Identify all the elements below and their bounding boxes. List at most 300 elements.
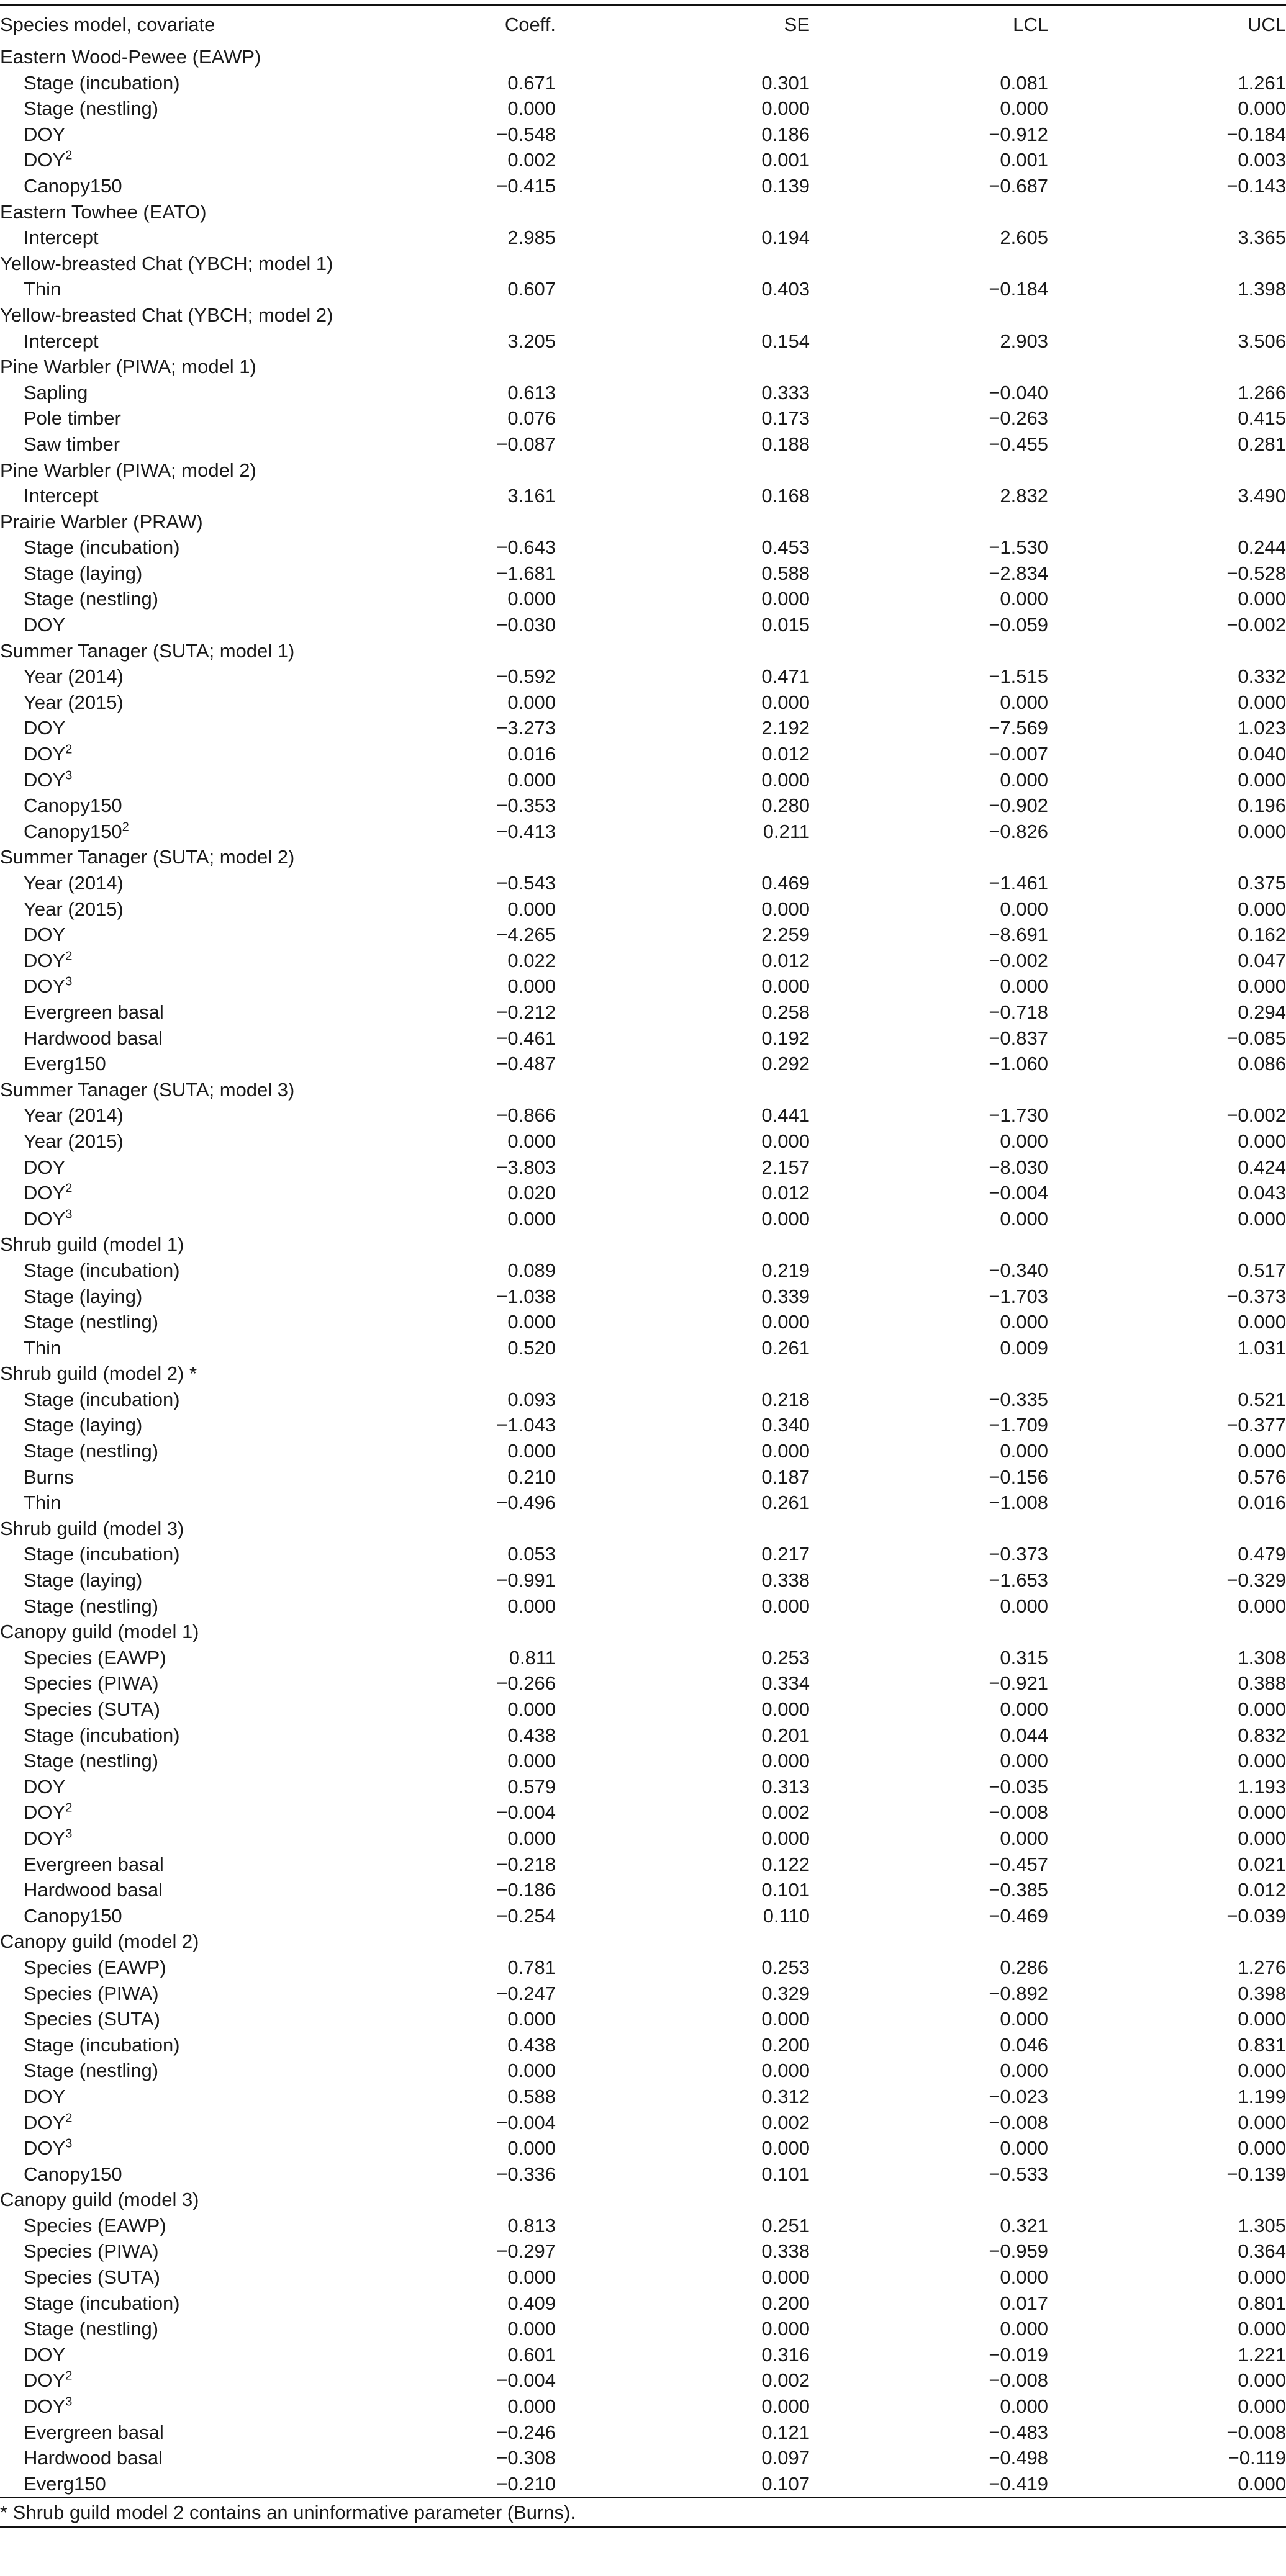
ucl-cell: 0.000: [1238, 2111, 1286, 2133]
ucl-cell: 0.000: [1238, 820, 1286, 842]
table-row: [0, 1335, 1286, 1361]
covariate-label: Species (EAWP): [24, 1956, 166, 1978]
ucl-cell: 0.517: [1238, 1259, 1286, 1281]
group-heading-row: [0, 844, 1286, 870]
table-row: [0, 1490, 1286, 1516]
ucl-cell: 0.831: [1238, 2033, 1286, 2056]
ucl-cell: 1.276: [1238, 1956, 1286, 1978]
covariate-label: Stage (nestling): [24, 1440, 159, 1462]
covariate-label: Evergreen basal: [24, 1001, 164, 1023]
covariate-cell: [0, 1981, 345, 2007]
se-cell: 0.200: [761, 2292, 810, 2314]
covariate-label: Stage (nestling): [24, 2318, 159, 2340]
covariate-label: Species (PIWA): [24, 1982, 159, 2004]
se-cell: 0.001: [761, 149, 810, 171]
covariate-cell: [0, 1723, 345, 1749]
covariate-cell: [0, 1051, 345, 1077]
table-body: [0, 44, 1286, 2497]
header-ucl: UCL: [1247, 14, 1286, 35]
coeff-cell: 0.671: [507, 71, 556, 94]
covariate-label: DOY: [24, 975, 66, 998]
group-heading-row: [0, 1619, 1286, 1645]
covariate-cell: [0, 1284, 345, 1310]
coeff-cell: −0.254: [496, 1904, 556, 1927]
group-heading-row: [0, 1232, 1286, 1258]
covariate-cell: [0, 2290, 345, 2317]
covariate-label: Intercept: [24, 330, 99, 352]
se-cell: 0.000: [761, 2318, 810, 2340]
covariate-cell: [0, 147, 345, 173]
covariate-cell: [0, 1490, 345, 1516]
covariate-label: Stage (nestling): [24, 2060, 159, 2082]
ucl-cell: −0.528: [1226, 562, 1286, 584]
coeff-cell: 0.000: [507, 1440, 556, 1462]
coeff-cell: −1.681: [496, 562, 556, 584]
table-row: [0, 586, 1286, 612]
covariate-label: Stage (nestling): [24, 1311, 159, 1333]
lcl-cell: −1.709: [989, 1414, 1048, 1436]
lcl-cell: 0.000: [1000, 1827, 1048, 1849]
lcl-cell: 0.000: [1000, 97, 1048, 120]
se-cell: 0.012: [761, 1182, 810, 1204]
covariate-label: Year (2014): [24, 665, 124, 688]
table-row: [0, 1464, 1286, 1490]
table-row: [0, 276, 1286, 302]
covariate-label: Everg150: [24, 1053, 106, 1075]
covariate-label: Burns: [24, 1466, 74, 1488]
covariate-label: Hardwood basal: [24, 1027, 163, 1049]
ucl-cell: 0.000: [1238, 768, 1286, 791]
se-cell: 0.107: [761, 2472, 810, 2495]
se-cell: 0.000: [761, 1750, 810, 1772]
ucl-cell: −0.143: [1226, 174, 1286, 197]
coeff-cell: 0.613: [507, 381, 556, 403]
lcl-cell: −0.902: [989, 795, 1048, 817]
covariate-exponent: 3: [65, 2137, 73, 2151]
header-species-covariate: Species model, covariate: [0, 14, 215, 35]
covariate-cell: [0, 1155, 345, 1181]
ucl-cell: 0.415: [1238, 407, 1286, 430]
table-row: [0, 1541, 1286, 1567]
covariate-cell: [0, 2471, 345, 2497]
covariate-cell: [0, 483, 345, 509]
table-row: [0, 1102, 1286, 1128]
table-row: [0, 2394, 1286, 2420]
se-cell: 0.280: [761, 795, 810, 817]
coeff-cell: −0.543: [496, 872, 556, 894]
se-cell: 0.000: [761, 588, 810, 610]
se-cell: 0.253: [761, 1956, 810, 1978]
coeff-cell: −0.415: [496, 174, 556, 197]
group-heading-row: [0, 457, 1286, 484]
ucl-cell: 0.000: [1238, 1698, 1286, 1720]
lcl-cell: −0.826: [989, 820, 1048, 842]
covariate-label: Species (PIWA): [24, 1672, 159, 1695]
covariate-cell: [0, 276, 345, 302]
covariate-cell: [0, 1645, 345, 1671]
table-row: [0, 2110, 1286, 2136]
covariate-cell: [0, 1799, 345, 1826]
se-cell: 0.000: [761, 1698, 810, 1720]
coeff-cell: 0.076: [507, 407, 556, 430]
table-row: [0, 2445, 1286, 2471]
ucl-cell: 0.000: [1238, 97, 1286, 120]
covariate-label: Stage (laying): [24, 562, 143, 584]
table-row: [0, 225, 1286, 251]
covariate-cell: [0, 2006, 345, 2032]
se-cell: 0.292: [761, 1053, 810, 1075]
covariate-cell: [0, 2161, 345, 2187]
coefficient-table: [0, 6, 1286, 2497]
lcl-cell: −0.837: [989, 1027, 1048, 1049]
table-row: [0, 1438, 1286, 1464]
coeff-cell: 0.588: [507, 2085, 556, 2107]
coeff-cell: 0.000: [507, 588, 556, 610]
table-row: [0, 1180, 1286, 1206]
ucl-cell: 0.000: [1238, 2318, 1286, 2340]
group-heading-row: [0, 44, 1286, 70]
lcl-cell: −0.263: [989, 407, 1048, 430]
covariate-cell: [0, 2213, 345, 2239]
covariate-cell: [0, 1826, 345, 1852]
table-row: [0, 1284, 1286, 1310]
covariate-cell: [0, 561, 345, 587]
group-heading-row: [0, 1516, 1286, 1542]
se-cell: 0.316: [761, 2343, 810, 2366]
lcl-cell: 0.081: [1000, 71, 1048, 94]
se-cell: 0.121: [761, 2421, 810, 2443]
covariate-label: Canopy150: [24, 795, 122, 817]
se-cell: 0.338: [761, 2240, 810, 2263]
ucl-cell: 0.047: [1238, 949, 1286, 971]
covariate-cell: [0, 1335, 345, 1361]
table-row: [0, 2238, 1286, 2264]
header-coeff: Coeff.: [504, 14, 556, 35]
lcl-cell: −0.007: [989, 743, 1048, 765]
se-cell: 0.101: [761, 1879, 810, 1901]
lcl-cell: 0.000: [1000, 2060, 1048, 2082]
se-cell: 0.588: [761, 562, 810, 584]
covariate-exponent: 3: [65, 975, 73, 989]
lcl-cell: −0.002: [989, 949, 1048, 971]
group-heading-row: [0, 251, 1286, 277]
se-cell: 0.218: [761, 1388, 810, 1410]
lcl-cell: −0.019: [989, 2343, 1048, 2366]
coeff-cell: 0.020: [507, 1182, 556, 1204]
covariate-label: DOY: [24, 149, 66, 171]
covariate-label: DOY: [24, 614, 66, 636]
covariate-label: Intercept: [24, 227, 99, 249]
covariate-label: DOY: [24, 2085, 66, 2107]
group-title: Shrub guild (model 1): [0, 1233, 184, 1256]
lcl-cell: 0.017: [1000, 2292, 1048, 2314]
lcl-cell: −1.461: [989, 872, 1048, 894]
se-cell: 0.000: [761, 975, 810, 998]
ucl-cell: 0.021: [1238, 1853, 1286, 1875]
table-row: [0, 173, 1286, 199]
covariate-label: Canopy150: [24, 820, 122, 842]
ucl-cell: 0.801: [1238, 2292, 1286, 2314]
se-cell: 0.000: [761, 768, 810, 791]
ucl-cell: 0.000: [1238, 1440, 1286, 1462]
covariate-label: DOY: [24, 924, 66, 946]
coeff-cell: 0.000: [507, 1827, 556, 1849]
covariate-cell: [0, 225, 345, 251]
ucl-cell: 0.000: [1238, 2395, 1286, 2418]
covariate-cell: [0, 2445, 345, 2471]
se-cell: 0.000: [761, 2008, 810, 2030]
group-title: Eastern Wood-Pewee (EAWP): [0, 46, 261, 68]
table-row: [0, 70, 1286, 96]
table-row: [0, 1955, 1286, 1981]
lcl-cell: 2.903: [1000, 330, 1048, 352]
ucl-cell: 0.000: [1238, 2008, 1286, 2030]
table-row: [0, 1309, 1286, 1335]
se-cell: 0.339: [761, 1285, 810, 1307]
se-cell: 0.188: [761, 433, 810, 455]
covariate-label: Species (SUTA): [24, 2008, 160, 2030]
coeff-cell: −0.353: [496, 795, 556, 817]
se-cell: 0.338: [761, 1569, 810, 1592]
covariate-label: Canopy150: [24, 174, 122, 197]
group-heading-row: [0, 1361, 1286, 1387]
se-cell: 0.000: [761, 1595, 810, 1617]
covariate-cell: [0, 173, 345, 199]
se-cell: 0.000: [761, 1207, 810, 1230]
header-row: [0, 6, 1286, 44]
table-row: [0, 1877, 1286, 1903]
lcl-cell: −8.030: [989, 1156, 1048, 1178]
lcl-cell: −0.912: [989, 123, 1048, 145]
covariate-label: Species (EAWP): [24, 2214, 166, 2236]
se-cell: 0.139: [761, 174, 810, 197]
coeff-cell: 0.000: [507, 2395, 556, 2418]
ucl-cell: −0.008: [1226, 2421, 1286, 2443]
se-cell: 0.340: [761, 1414, 810, 1436]
se-cell: 0.000: [761, 2060, 810, 2082]
covariate-label: DOY: [24, 1156, 66, 1178]
lcl-cell: 0.000: [1000, 1595, 1048, 1617]
table-row: [0, 2290, 1286, 2317]
coeff-cell: 0.607: [507, 278, 556, 300]
ucl-cell: 1.398: [1238, 278, 1286, 300]
header-lcl: LCL: [1013, 14, 1048, 35]
ucl-cell: 3.506: [1238, 330, 1286, 352]
table-row: [0, 2006, 1286, 2032]
lcl-cell: 2.605: [1000, 227, 1048, 249]
se-cell: 0.403: [761, 278, 810, 300]
ucl-cell: 0.364: [1238, 2240, 1286, 2263]
covariate-cell: [0, 2367, 345, 2394]
table-row: [0, 1412, 1286, 1438]
covariate-cell: [0, 1206, 345, 1232]
table-row: [0, 767, 1286, 793]
covariate-label: Species (PIWA): [24, 2240, 159, 2263]
covariate-cell: [0, 1412, 345, 1438]
covariate-exponent: 2: [65, 949, 73, 963]
lcl-cell: 0.044: [1000, 1724, 1048, 1746]
table-row: [0, 1128, 1286, 1155]
se-cell: 0.002: [761, 2369, 810, 2392]
lcl-cell: 0.000: [1000, 1130, 1048, 1152]
table-row: [0, 2084, 1286, 2110]
lcl-cell: −1.703: [989, 1285, 1048, 1307]
covariate-cell: [0, 2394, 345, 2420]
ucl-cell: 0.000: [1238, 1801, 1286, 1824]
group-title: Pine Warbler (PIWA; model 1): [0, 356, 256, 378]
group-title: Yellow-breasted Chat (YBCH; model 2): [0, 304, 333, 326]
lcl-cell: 0.000: [1000, 691, 1048, 713]
lcl-cell: 0.000: [1000, 2266, 1048, 2289]
table-row: [0, 431, 1286, 457]
table-row: [0, 1981, 1286, 2007]
covariate-label: Stage (nestling): [24, 1750, 159, 1772]
table-row: [0, 1025, 1286, 1052]
table-row: [0, 1593, 1286, 1619]
covariate-label: Stage (incubation): [24, 2292, 180, 2314]
ucl-cell: −0.184: [1226, 123, 1286, 145]
covariate-label: Intercept: [24, 485, 99, 507]
coeff-cell: −0.643: [496, 536, 556, 559]
se-cell: 0.471: [761, 665, 810, 688]
table-row: [0, 2032, 1286, 2058]
coeff-cell: −0.487: [496, 1053, 556, 1075]
lcl-cell: −8.691: [989, 924, 1048, 946]
table-row: [0, 147, 1286, 173]
se-cell: 0.217: [761, 1543, 810, 1565]
covariate-cell: [0, 2238, 345, 2264]
lcl-cell: −0.469: [989, 1904, 1048, 1927]
group-title: Canopy guild (model 3): [0, 2189, 199, 2211]
ucl-cell: 1.261: [1238, 71, 1286, 94]
covariate-cell: [0, 1903, 345, 1929]
ucl-cell: 0.000: [1238, 975, 1286, 998]
table-row: [0, 483, 1286, 509]
table-row: [0, 948, 1286, 974]
covariate-label: DOY: [24, 2111, 66, 2133]
covariate-label: DOY: [24, 768, 66, 791]
se-cell: 0.000: [761, 97, 810, 120]
covariate-cell: [0, 1102, 345, 1128]
coeff-cell: 0.000: [507, 2060, 556, 2082]
covariate-cell: [0, 1593, 345, 1619]
covariate-label: DOY: [24, 2369, 66, 2392]
se-cell: 2.157: [761, 1156, 810, 1178]
lcl-cell: −2.834: [989, 562, 1048, 584]
ucl-cell: 0.388: [1238, 1672, 1286, 1695]
coeff-cell: 0.000: [507, 97, 556, 120]
lcl-cell: −0.718: [989, 1001, 1048, 1023]
table-row: [0, 870, 1286, 896]
se-cell: 0.253: [761, 1646, 810, 1669]
lcl-cell: 0.000: [1000, 588, 1048, 610]
table-row: [0, 999, 1286, 1025]
ucl-cell: 3.365: [1238, 227, 1286, 249]
covariate-cell: [0, 1180, 345, 1206]
se-cell: 0.101: [761, 2163, 810, 2185]
lcl-cell: −0.340: [989, 1259, 1048, 1281]
covariate-cell: [0, 612, 345, 638]
ucl-cell: 0.244: [1238, 536, 1286, 559]
lcl-cell: 0.000: [1000, 1440, 1048, 1462]
ucl-cell: 0.000: [1238, 691, 1286, 713]
covariate-exponent: 2: [65, 1801, 73, 1816]
coeff-cell: 0.000: [507, 1698, 556, 1720]
covariate-exponent: 3: [65, 2395, 73, 2409]
group-heading-row: [0, 509, 1286, 535]
lcl-cell: −0.921: [989, 1672, 1048, 1695]
ucl-cell: 0.016: [1238, 1492, 1286, 1514]
table-row: [0, 1723, 1286, 1749]
ucl-cell: 0.832: [1238, 1724, 1286, 1746]
lcl-cell: 0.000: [1000, 2008, 1048, 2030]
covariate-cell: [0, 405, 345, 431]
covariate-exponent: 2: [65, 1181, 73, 1196]
se-cell: 0.168: [761, 485, 810, 507]
covariate-exponent: 2: [65, 742, 73, 757]
coeff-cell: 0.000: [507, 768, 556, 791]
se-cell: 0.000: [761, 691, 810, 713]
lcl-cell: 0.000: [1000, 2137, 1048, 2159]
covariate-cell: [0, 870, 345, 896]
group-title: Canopy guild (model 2): [0, 1930, 199, 1953]
se-cell: 0.219: [761, 1259, 810, 1281]
table-row: [0, 819, 1286, 845]
covariate-label: DOY: [24, 2343, 66, 2366]
coeff-cell: 0.093: [507, 1388, 556, 1410]
lcl-cell: −0.419: [989, 2472, 1048, 2495]
se-cell: 0.441: [761, 1104, 810, 1127]
lcl-cell: 0.000: [1000, 1750, 1048, 1772]
coeff-cell: 0.520: [507, 1336, 556, 1359]
covariate-label: Year (2014): [24, 1104, 124, 1127]
coefficient-table-document: [0, 4, 1286, 2528]
group-heading-row: [0, 2187, 1286, 2213]
lcl-cell: −0.008: [989, 2111, 1048, 2133]
se-cell: 0.000: [761, 2266, 810, 2289]
group-title: Summer Tanager (SUTA; model 3): [0, 1078, 295, 1101]
covariate-cell: [0, 2032, 345, 2058]
table-row: [0, 1645, 1286, 1671]
covariate-exponent: 2: [65, 2111, 73, 2125]
covariate-label: Stage (incubation): [24, 1724, 180, 1746]
covariate-label: Thin: [24, 1492, 61, 1514]
ucl-cell: −0.119: [1228, 2447, 1286, 2469]
coeff-cell: −1.038: [496, 1285, 556, 1307]
se-cell: 0.200: [761, 2033, 810, 2056]
covariate-cell: [0, 1541, 345, 1567]
covariate-cell: [0, 1774, 345, 1800]
covariate-label: Year (2015): [24, 898, 124, 920]
se-cell: 0.000: [761, 1827, 810, 1849]
covariate-label: DOY: [24, 717, 66, 739]
se-cell: 0.173: [761, 407, 810, 430]
coeff-cell: −0.004: [496, 2111, 556, 2133]
se-cell: 0.110: [763, 1904, 810, 1927]
se-cell: 0.122: [761, 1853, 810, 1875]
ucl-cell: 0.196: [1238, 795, 1286, 817]
ucl-cell: 0.281: [1238, 433, 1286, 455]
ucl-cell: 0.000: [1238, 1750, 1286, 1772]
covariate-cell: [0, 1955, 345, 1981]
covariate-label: DOY: [24, 743, 66, 765]
ucl-cell: 0.003: [1238, 149, 1286, 171]
coeff-cell: 0.053: [507, 1543, 556, 1565]
ucl-cell: 0.000: [1238, 2472, 1286, 2495]
covariate-cell: [0, 2316, 345, 2342]
coeff-cell: 0.811: [509, 1646, 556, 1669]
table-row: [0, 896, 1286, 922]
